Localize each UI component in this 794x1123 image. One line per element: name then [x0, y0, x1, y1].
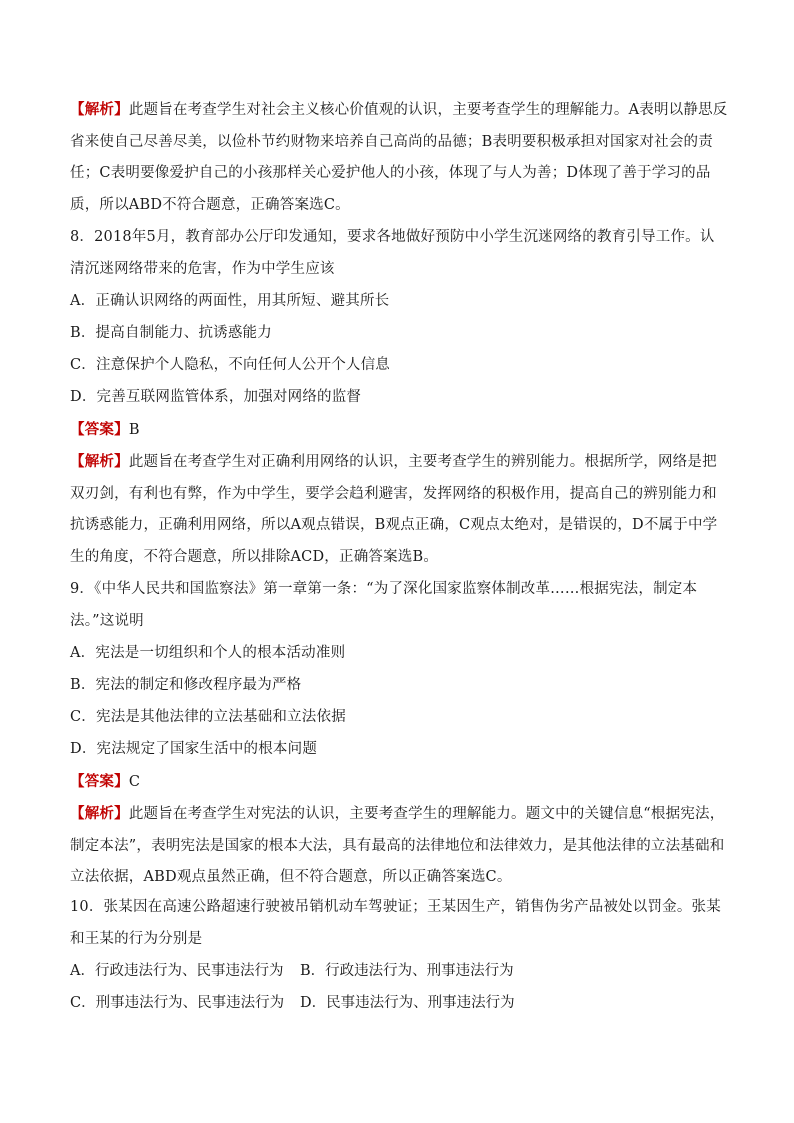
analysis-label: 【解析】 — [70, 453, 129, 470]
question-9-option-d: D．宪法规定了国家生活中的根本问题 — [70, 741, 318, 757]
question-8-option-d: D．完善互联网监管体系，加强对网络的监督 — [70, 389, 362, 405]
question-8-option-b: B．提高自制能力、抗诱惑能力 — [70, 325, 272, 341]
question-9-option-c: C．宪法是其他法律的立法基础和立法依据 — [70, 709, 346, 725]
question-8-answer — [70, 414, 728, 447]
question-9-stem: 9．《中华人民共和国监察法》第一章第一条：“为了深化国家监察体制改革……根据宪法，制定本法。”这说明 — [70, 581, 698, 629]
answer-label: 【答案】 — [70, 421, 129, 438]
answer-value: B — [128, 422, 140, 438]
analysis-text: 此题旨在考查学生对宪法的认识，主要考查学生的理解能力。题文中的关键信息“根据宪法，制定本法”，表明宪法是国家的根本大法，具有最高的法律地位和法律效力，是其他法律的立法基础和立法依据，ABD观点虽然正确，但不符合题意，所以正确答案选C。 — [70, 806, 725, 885]
question-10-option-a: A．行政违法行为、民事违法行为 — [70, 963, 284, 979]
question-10-option-b: B．行政违法行为、刑事违法行为 — [300, 963, 514, 979]
answer-label: 【答案】 — [70, 773, 129, 790]
question-8-option-a: A．正确认识网络的两面性，用其所短、避其所长 — [70, 293, 390, 309]
question-10-option-c: C．刑事违法行为、民事违法行为 — [70, 995, 285, 1011]
question-8-stem: 8．2018年5月，教育部办公厅印发通知，要求各地做好预防中小学生沉迷网络的教育引导工作。认清沉迷网络带来的危害，作为中学生应该 — [70, 229, 715, 277]
question-10-option-d: D．民事违法行为、刑事违法行为 — [300, 995, 515, 1011]
question-9-option-b: B．宪法的制定和修改程序最为严格 — [70, 677, 302, 693]
question-8-option-c: C．注意保护个人隐私，不向任何人公开个人信息 — [70, 357, 390, 373]
analysis-block-q7 — [70, 94, 728, 221]
answer-value: C — [128, 774, 141, 790]
question-8-analysis — [70, 446, 728, 573]
question-9-option-a: A．宪法是一切组织和个人的根本活动准则 — [70, 645, 346, 661]
question-9-answer — [70, 766, 728, 799]
analysis-text: 此题旨在考查学生对社会主义核心价值观的认识，主要考查学生的理解能力。A表明以静思反省来使自己尽善尽美，以俭朴节约财物来培养自己高尚的品德；B表明要积极承担对国家对社会的责任；C表明要像爱护自己的小孩那样关心爱护他人的小孩，体现了与人为善；D体现了善于学习的品质，所以ABD不符合题意，正确答案选C。 — [70, 102, 728, 213]
analysis-text: 此题旨在考查学生对正确利用网络的认识，主要考查学生的辨别能力。根据所学，网络是把双刃剑，有利也有弊，作为中学生，要学会趋利避害，发挥网络的积极作用，提高自己的辨别能力和抗诱惑能力，正确利用网络，所以A观点错误，B观点正确，C观点太绝对，是错误的，D不属于中学生的角度，不符合题意，所以排除ACD，正确答案选B。 — [70, 454, 718, 565]
question-10-stem: 10．张某因在高速公路超速行驶被吊销机动车驾驶证；王某因生产，销售伪劣产品被处以罚金。张某和王某的行为分别是 — [70, 899, 721, 947]
analysis-label: 【解析】 — [70, 805, 129, 822]
question-9-analysis — [70, 798, 728, 894]
analysis-label: 【解析】 — [70, 101, 129, 118]
